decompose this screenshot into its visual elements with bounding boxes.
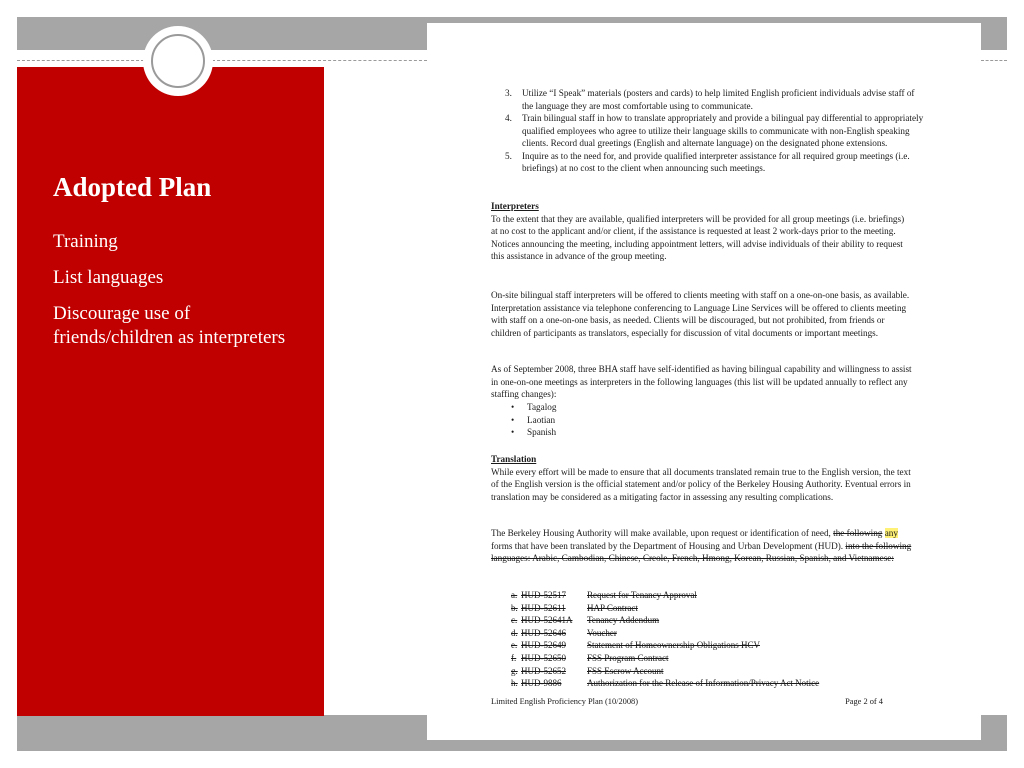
document-footer [491,696,883,709]
section-heading: Translation [491,454,537,464]
divider-line-left [17,60,144,61]
interpreters-section [491,200,913,263]
list-item: d. HUD-52646 Voucher [511,627,617,638]
paragraph: As of September 2008, three BHA staff have self-identified as having bilingual capability and willingness to assist in one-on-one meetings as interpreters in the following languages (this list will be updated annually to reflect any staffing changes): [491,364,912,399]
divider-line-right [981,60,1007,61]
paragraph: On-site bilingual staff interpreters will be offered to clients meeting with staff on a one-on-one basis, as available. Interpretation assistance via telephone conferencing to Language Line Services will be offered to clients meeting with staff on a one-on-one basis, as needed. Clients will be discouraged, but not prohibited, from friends or children of participants as translators, especially for discussion of vital documents or important meetings. [491,290,910,338]
numbered-list [505,87,925,175]
list-item: g. HUD-52652 FSS Escrow Account [511,665,664,676]
list-item: 4. Train bilingual staff in how to translate appropriately and provide a bilingual pay differential to appropriately qualified employees who agree to utilize their language skills to communicate with non-English speaking clients. Record dual greetings (English and alternate language) on the designated phone extensions. [505,113,924,148]
circle-ornament-icon [143,26,213,96]
bullet-item: List languages [53,267,164,288]
list-item: e. HUD-52649 Statement of Homeownership Obligations HCV [511,640,760,651]
paragraph: To the extent that they are available, qualified interpreters will be provided for all group meetings (i.e. briefings) at no cost to the applicant and/or client, if the assistance is requested at least 2 work-days prior to the meeting. Notices announcing the meeting, including appointment letters, will advise individuals of their ability to request this assistance in advance of the group meeting. [491,213,905,261]
list-item: c. HUD-52641A Tenancy Addendum [511,615,660,626]
page-number: Page 2 of 4 [845,697,883,706]
list-item: • Tagalog [511,402,557,412]
list-item: • Laotian [511,414,556,425]
list-item: b. HUD-52611 HAP Contract [511,602,638,613]
struck-text: the following [833,528,883,538]
forms-list [511,589,851,690]
paragraph: While every effort will be made to ensure that all documents translated remain true to the English version, the text of the English version is the official statement and/or policy of the Berkeley Housing Authority. Eventual errors in translation may be considered as a mitigating factor in assessing any resulting complications. [491,466,911,502]
bullet-item: Training [53,231,118,252]
list-item: 5. Inquire as to the need for, and provide qualified interpreter assistance for all required group meetings (i.e. briefings) at no cost to the client when announcing such meetings. [505,150,910,173]
title-panel [17,67,324,716]
translation-section [491,453,913,503]
section-heading: Interpreters [491,201,539,211]
document-page [427,23,981,740]
struck-text: into the following languages: Arabic, Cambodian, Chinese, Creole, French, Hmong, Korean, Russian, Spanish, and Vietnamese: [491,540,912,563]
slide-title: Adopted Plan [53,172,212,202]
paragraph: The Berkeley Housing Authority will make available, upon request or identification of need, the following any forms that have been translated by the Department of Housing and Urban Development (HUD). into the following languages: Arabic, Cambodian, Chinese, Creole, French, Hmong, Korean, Russian, Spanish, and Vietnamese: [491,528,912,563]
divider-line-middle [212,60,427,61]
bullet-item: Discourage use of friends/children as interpreters [53,303,286,348]
list-item: f. HUD-52650 FSS Program Contract [511,652,669,663]
footer-title: Limited English Proficiency Plan (10/2008) [491,697,639,706]
list-item: h. HUD-9886 Authorization for the Release of Information/Privacy Act Notice [511,678,820,689]
list-item: a. HUD-52517 Request for Tenancy Approval [511,590,697,600]
slide-bullet-list [53,230,303,362]
language-list [511,401,556,439]
highlighted-text: any [884,528,898,538]
list-item: • Spanish [511,427,557,437]
list-item: 3. Utilize “I Speak” materials (posters and cards) to help limited English proficient individuals advise staff of the language they are most comfortable using to communicate. [505,88,915,111]
